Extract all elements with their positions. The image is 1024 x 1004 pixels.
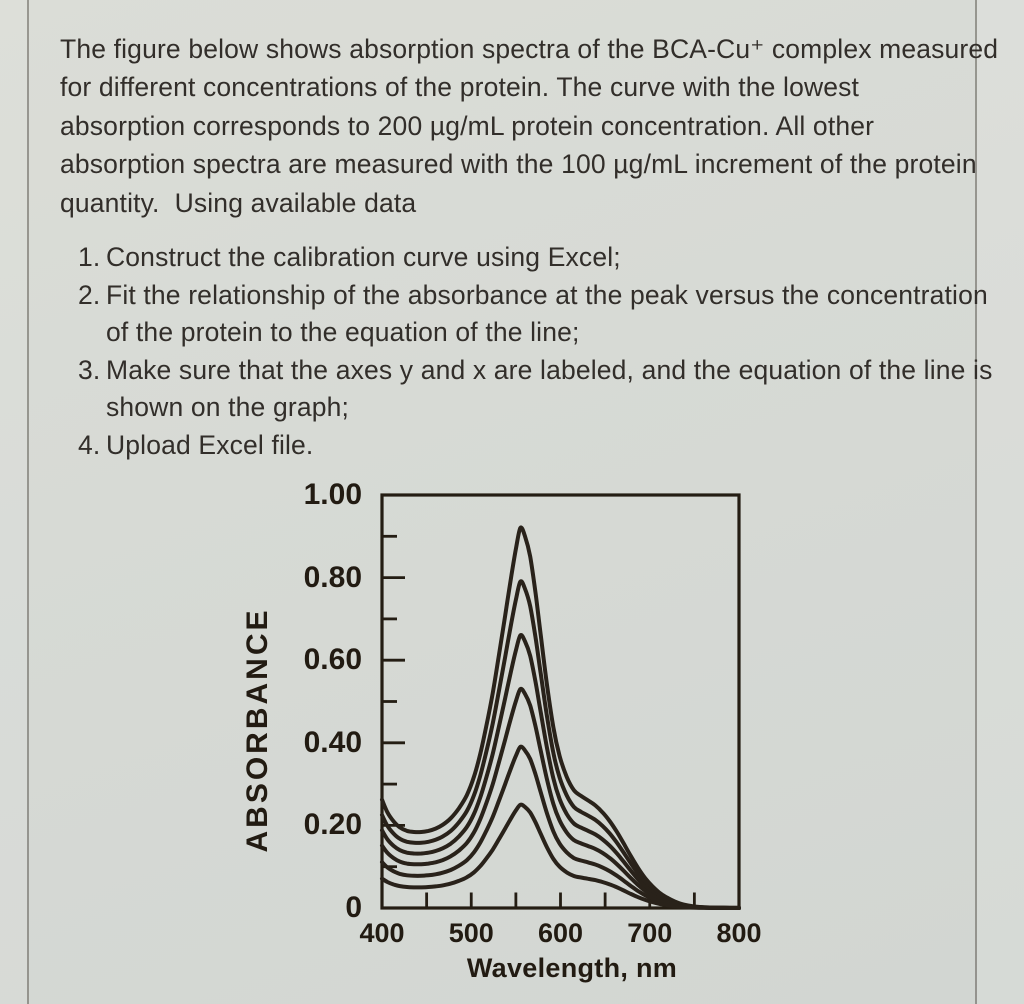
spectrum-curve	[382, 581, 739, 908]
task-text: Upload Excel file.	[106, 429, 314, 460]
left-margin-shade	[0, 0, 27, 1004]
task-list	[78, 239, 992, 464]
y-tick-label: 1.00	[303, 478, 362, 511]
task-number	[78, 314, 106, 352]
intro-line: quantity. Using available data	[60, 187, 417, 218]
y-tick-label: 0.40	[303, 725, 362, 759]
task-number	[78, 389, 106, 427]
intro-line: absorption corresponds to 200 µg/mL protein concentration. All other	[60, 110, 875, 141]
task-row	[78, 239, 992, 277]
task-row	[78, 277, 992, 315]
x-tick-label: 500	[448, 918, 494, 948]
task-text: Make sure that the axes y and x are labeled, and the equation of the line is	[106, 354, 993, 385]
task-text: Construct the calibration curve using Excel;	[106, 242, 621, 272]
spectrum-curve	[382, 747, 739, 908]
spectrum-curve	[382, 527, 739, 907]
x-tick-label: 400	[359, 918, 405, 948]
task-row	[78, 427, 992, 465]
task-row	[78, 314, 992, 352]
y-tick-label: 0.80	[303, 560, 362, 594]
y-tick-label: 0	[345, 891, 362, 924]
x-tick-label: 800	[716, 918, 762, 948]
task-text: of the protein to the equation of the line;	[106, 317, 580, 347]
x-axis-title: Wavelength, nm	[466, 953, 678, 983]
y-tick-label: 0.20	[303, 808, 362, 842]
x-tick-label: 700	[627, 918, 673, 948]
spectrum-curve	[382, 689, 739, 908]
spectrum-curve	[382, 805, 739, 908]
task-number: 2.	[78, 279, 101, 310]
task-number: 4.	[78, 429, 101, 460]
y-axis-title: ABSORBANCE	[241, 607, 274, 853]
intro-line: for different concentrations of the protein. The curve with the lowest	[60, 72, 860, 103]
task-row	[78, 389, 992, 427]
intro-line: The figure below shows absorption spectra of the BCA-Cu⁺ complex measured	[60, 34, 999, 64]
spectrum-curve	[382, 635, 739, 908]
task-row	[78, 352, 992, 390]
chart-frame	[382, 495, 739, 908]
task-text: shown on the graph;	[106, 392, 349, 422]
task-number: 1.	[78, 242, 101, 272]
task-text: Fit the relationship of the absorbance at the peak versus the concentration	[106, 279, 988, 310]
x-tick-label: 600	[537, 918, 584, 948]
intro-paragraph	[60, 30, 998, 222]
y-tick-label: 0.60	[303, 643, 362, 677]
task-number: 3.	[78, 354, 101, 385]
intro-line: absorption spectra are measured with the 100 µg/mL increment of the protein	[60, 149, 977, 180]
left-page-rule	[27, 0, 29, 1004]
